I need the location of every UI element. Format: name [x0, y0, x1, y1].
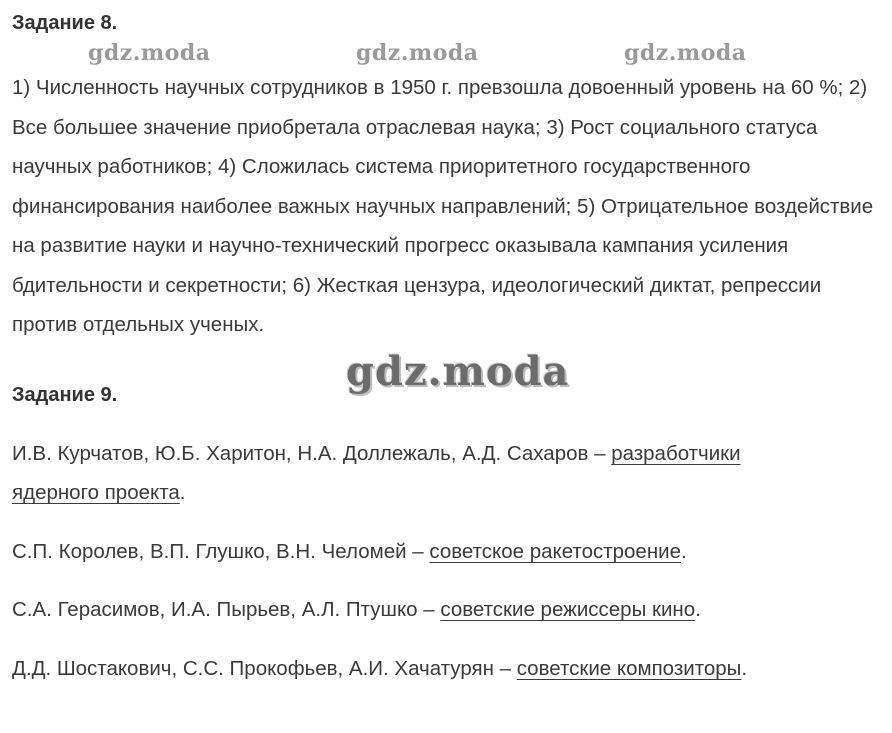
task9-item-end: . [179, 481, 186, 504]
watermark-logo: gdz.moda [356, 40, 479, 66]
task9-item [12, 657, 747, 681]
task9-item-names: С.А. Герасимов, И.А. Пырьев, А.Л. Птушко – [12, 598, 441, 621]
task8-answer-text: 1) Численность научных сотрудников в 1950 г. превзошла довоенный уровень на 60 %; 2) Все большее значение приобретала отраслевая наука; 3) Рост социального статуса научных работников; 4) Сложилась система приоритетного государственного финансирования наиболее важных научных направлений; 5) Отрицательное воздействие на развитие науки и научно-технический прогресс оказывала кампания усиления бдительности и секретности; 6) Жесткая цензура, идеологический диктат, репрессии против отдельных ученых. [12, 76, 874, 336]
task9-item-answer: ядерного проекта [12, 481, 180, 504]
task9-item-end: . [681, 540, 687, 563]
task8-heading: Задание 8. [12, 12, 118, 34]
task9-item-answer: разработчики [611, 442, 741, 465]
task9-item-names: Д.Д. Шостакович, С.С. Прокофьев, А.И. Хачатурян – [12, 657, 517, 680]
watermark-logo: gdz.moda [88, 40, 211, 66]
task9-item [12, 598, 701, 622]
task9-item-continuation [12, 481, 185, 505]
task9-heading: Задание 9. [12, 384, 118, 406]
task9-item [12, 442, 741, 466]
watermark-logo: gdz.moda [624, 40, 747, 66]
task9-item-answer: советское ракетостроение [429, 540, 682, 563]
task9-item-answer: советские режиссеры кино [440, 598, 696, 621]
task9-item-end: . [695, 598, 701, 621]
task9-item [12, 540, 687, 564]
watermark-logo-large: gdz.moda [346, 348, 570, 395]
task9-item-names: И.В. Курчатов, Ю.Б. Харитон, Н.А. Доллежаль, А.Д. Сахаров – [12, 442, 612, 465]
task9-item-names: С.П. Королев, В.П. Глушко, В.Н. Челомей – [12, 540, 430, 563]
task9-item-end: . [741, 657, 748, 680]
task9-item-answer: советские композиторы [516, 657, 742, 680]
